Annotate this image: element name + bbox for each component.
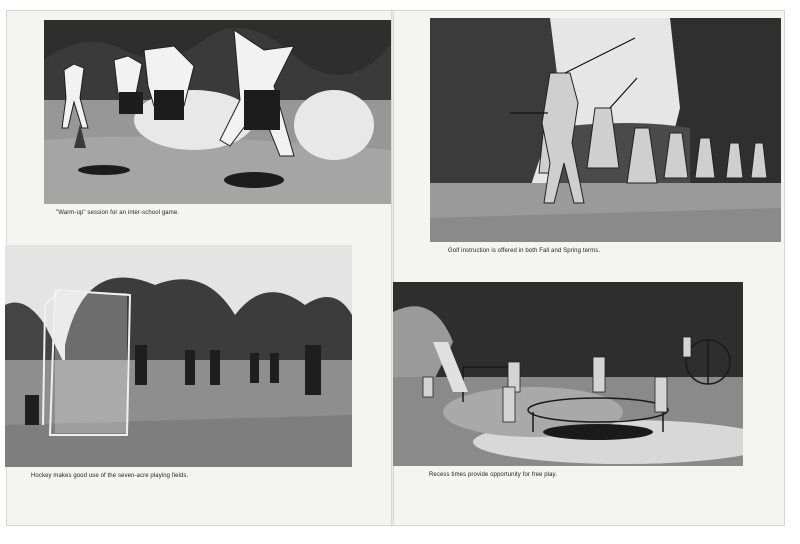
hockey-caption: Hockey makes good use of the seven-acre playing fields. [31, 473, 189, 479]
golf-caption: Golf instruction is offered in both Fall and Spring terms. [448, 248, 601, 254]
recess-caption: Recess times provide opportunity for free play. [429, 472, 557, 478]
warmup-photo [44, 20, 391, 204]
golf-photo [430, 18, 781, 242]
recess-photo [393, 282, 743, 466]
hockey-photo [5, 245, 352, 467]
warmup-caption: "Warm-up" session for an inter-school game. [56, 210, 180, 216]
